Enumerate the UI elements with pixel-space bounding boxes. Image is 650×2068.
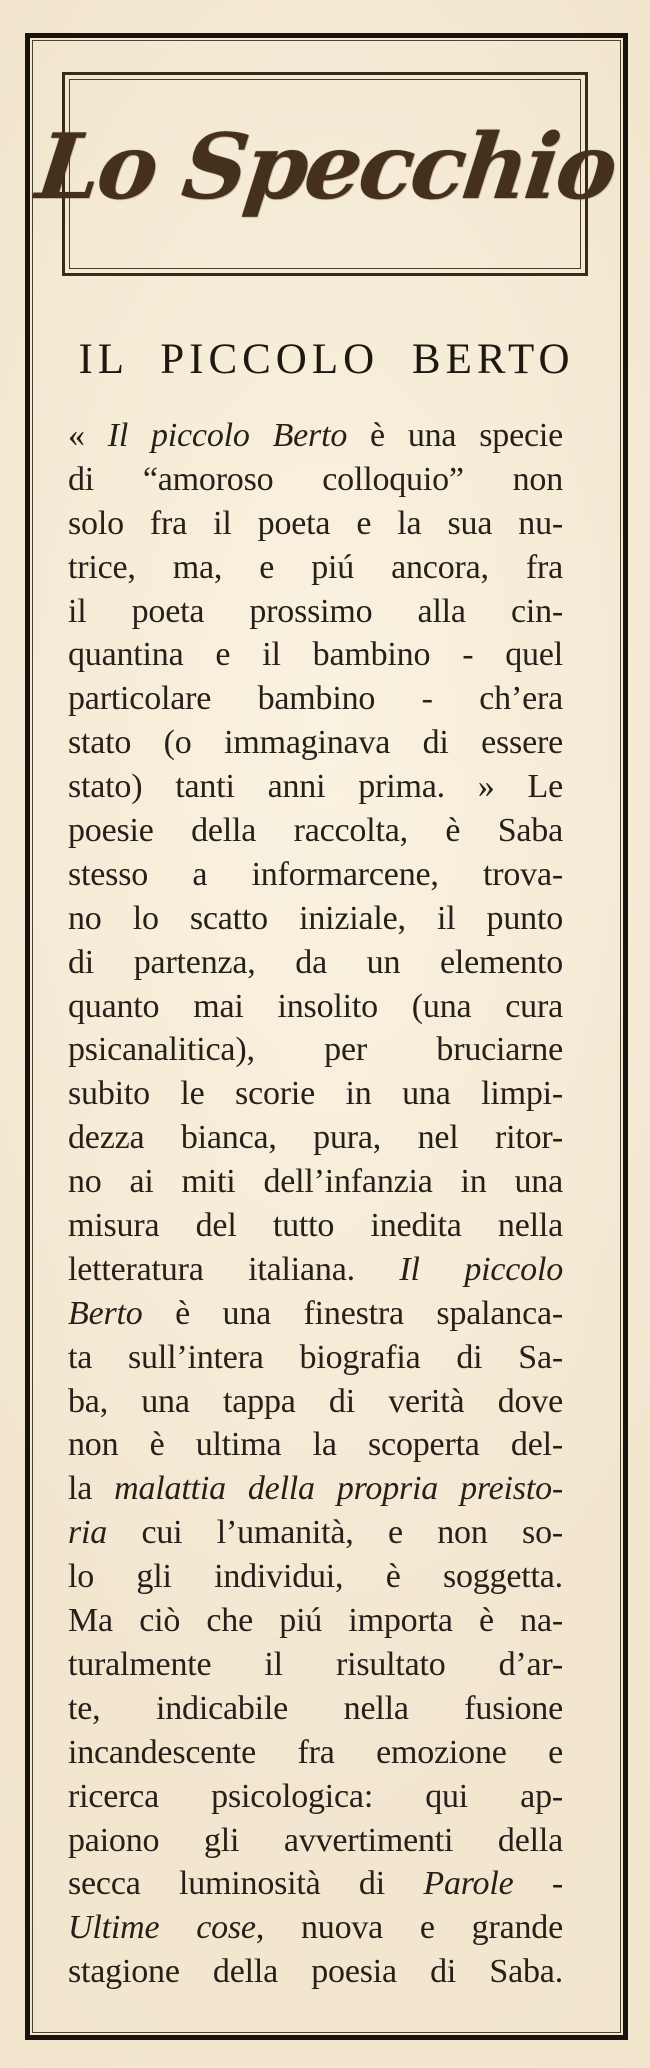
text-line: Berto è una finestra spalanca-: [68, 1294, 563, 1332]
text-line: il poeta prossimo alla cin-: [68, 592, 563, 630]
text-line: « Il piccolo Berto è una specie: [68, 417, 563, 454]
text-line: no lo scatto iniziale, il punto: [68, 899, 563, 937]
text-line: secca luminosità di Parole -: [68, 1865, 563, 1903]
text-line: stato (o immaginava di essere: [68, 724, 563, 762]
text-line: subito le scorie in una limpi-: [68, 1075, 563, 1113]
text-line: non è ultima la scoperta del-: [68, 1426, 563, 1464]
text-line: Ma ciò che piú importa è na-: [68, 1602, 563, 1640]
text-line: di partenza, da un elemento: [68, 943, 563, 981]
text-line: la malattia della propria preisto-: [68, 1470, 563, 1508]
text-line: ria cui l’umanità, e non so-: [68, 1514, 563, 1552]
text-line: ta sull’intera biografia di Sa-: [68, 1338, 563, 1376]
text-line: Ultime cose, nuova e grande: [68, 1909, 563, 1947]
text-line: lo gli individui, è soggetta.: [68, 1558, 563, 1596]
book-title: IL PICCOLO BERTO: [78, 336, 575, 383]
text-line: stato) tanti anni prima. » Le: [68, 768, 563, 806]
text-line: letteratura italiana. Il piccolo: [68, 1250, 563, 1288]
text-line: stesso a informarcene, trova-: [68, 855, 563, 893]
text-line: misura del tutto inedita nella: [68, 1207, 563, 1245]
text-line: particolare bambino - ch’era: [68, 680, 563, 718]
text-line: solo fra il poeta e la sua nu-: [68, 504, 563, 542]
text-line: psicanalitica), per bruciarne: [68, 1031, 563, 1069]
text-line: poesie della raccolta, è Saba: [68, 812, 563, 850]
text-line: di “amoroso colloquio” non: [68, 460, 563, 498]
series-title: Lo Specchio: [31, 114, 621, 220]
text-line: quantina e il bambino - quel: [68, 636, 563, 674]
text-line: ricerca psicologica: qui ap-: [68, 1777, 563, 1815]
text-line: paiono gli avvertimenti della: [68, 1821, 563, 1859]
text-line: te, indicabile nella fusione: [68, 1689, 563, 1727]
description-text: [68, 414, 563, 1994]
text-line: dezza bianca, pura, nel ritor-: [68, 1119, 563, 1157]
series-logo-box: [31, 72, 621, 276]
text-line: incandescente fra emozione e: [68, 1733, 563, 1771]
text-line: quanto mai insolito (una cura: [68, 987, 563, 1025]
text-line: ba, una tappa di verità dove: [68, 1382, 563, 1420]
text-line: stagione della poesia di Saba.: [68, 1953, 563, 1991]
text-line: no ai miti dell’infanzia in una: [68, 1163, 563, 1201]
text-line: turalmente il risultato d’ar-: [68, 1645, 563, 1683]
text-line: trice, ma, e piú ancora, fra: [68, 548, 563, 586]
series-logo-inner-border: [31, 79, 621, 269]
